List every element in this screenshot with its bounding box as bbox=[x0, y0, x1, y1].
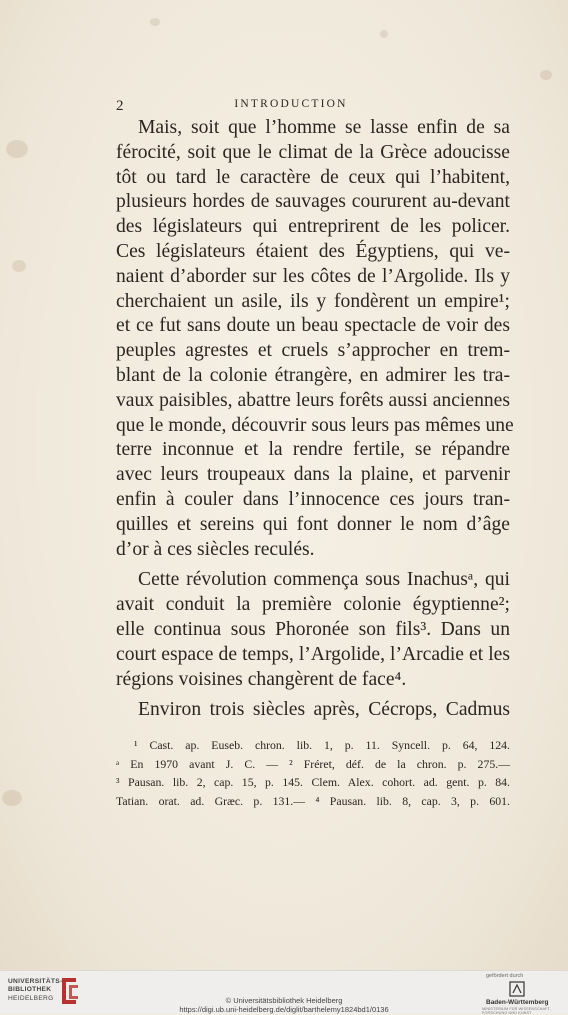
text-line: et ce fut sans doute un beau spectacle de voir des bbox=[116, 315, 510, 337]
body-text bbox=[116, 116, 514, 723]
text-line: plusieurs hordes de sauvages coururent au-devant bbox=[116, 191, 510, 213]
foxing-spot bbox=[380, 30, 388, 38]
text-line: avait conduit la première colonie égyptienne²; bbox=[116, 594, 510, 616]
funded-by-label: gefördert durch bbox=[486, 973, 524, 979]
text-line: enfin à couler dans l’innocence ces jours tran- bbox=[116, 488, 510, 510]
text-line: Mais, soit que l’homme se lasse enfin de sa bbox=[138, 117, 510, 138]
funder-subtitle: MINISTERIUM FÜR WISSENSCHAFT, FORSCHUNG UND KUNST bbox=[482, 1007, 551, 1015]
viewer-footer bbox=[0, 970, 568, 1014]
text-line: vaux paisibles, abattre leurs forêts aussi anciennes bbox=[116, 389, 510, 411]
text-line: quilles et sereins qui font donner le nom d’âge bbox=[116, 513, 510, 535]
text-line: avec leurs troupeaux dans la plaine, et parvenir bbox=[116, 464, 510, 486]
library-logo-text[interactable]: UNIVERSITÄTS- BIBLIOTHEK HEIDELBERG bbox=[8, 978, 63, 1002]
foxing-spot bbox=[150, 18, 160, 26]
text-line: que le monde, découvrir sous leurs pas mêmes une bbox=[116, 414, 514, 436]
text-line: court espace de temps, l’Argolide, l’Arcadie et les bbox=[116, 643, 510, 665]
foxing-spot bbox=[12, 260, 26, 272]
footnote-line: ᵃ En 1970 avant J. C. — ² Fréret, déf. de la chron. p. 275.— bbox=[116, 756, 510, 771]
text-line: tôt ou tard le caractère de ceux qui l’habitent, bbox=[116, 166, 510, 188]
text-line: elle continua sous Phoronée son fils³. Dans un bbox=[116, 618, 510, 640]
text-line: Environ trois siècles après, Cécrops, Cadmus bbox=[138, 699, 510, 721]
text-line: naient d’aborder sur les côtes de l’Argolide. Ils y bbox=[116, 265, 510, 287]
text-line: férocité, soit que le climat de la Grèce adoucisse bbox=[116, 141, 510, 163]
text-line: blant de la colonie étrangère, en admirer les tra- bbox=[116, 364, 510, 386]
permalink[interactable]: https://digi.ub.uni-heidelberg.de/diglit/barthelemy1824bd1/0136 bbox=[179, 1005, 389, 1014]
running-title: INTRODUCTION bbox=[234, 98, 348, 110]
page-header bbox=[0, 98, 568, 116]
text-line: cherchaient un asile, ils y fondèrent un empire¹; bbox=[116, 290, 510, 312]
text-line: Ces législateurs étaient des Égyptiens, qui ve- bbox=[116, 240, 510, 262]
footnote-line: ³ Pausan. lib. 2, cap. 15, p. 145. Clem. Alex. cohort. ad. gent. p. 84. bbox=[116, 775, 510, 790]
foxing-spot bbox=[2, 790, 22, 806]
text-line: peuples agrestes et cruels s’approcher en trem- bbox=[116, 340, 510, 362]
footnote-line: ¹ Cast. ap. Euseb. chron. lib. 1, p. 11. Syncell. p. 64, 124. bbox=[134, 738, 510, 752]
page-number: 2 bbox=[116, 98, 125, 114]
text-line: Cette révolution commença sous Inachusᵃ, qui bbox=[138, 569, 510, 591]
copyright-text: © Universitätsbibliothek Heidelberg bbox=[225, 996, 343, 1005]
text-line: d’or à ces siècles reculés. bbox=[116, 538, 315, 560]
funder-name: Baden-Württemberg bbox=[486, 999, 549, 1006]
text-line: régions voisines changèrent de face⁴. bbox=[116, 668, 407, 690]
foxing-spot bbox=[540, 70, 552, 80]
text-line: des législateurs qui entreprirent de les policer. bbox=[116, 216, 510, 238]
text-line: terre inconnue et la rendre fertile, se répandre bbox=[116, 439, 510, 461]
foxing-spot bbox=[6, 140, 28, 158]
footnotes bbox=[116, 736, 510, 810]
footnote-line: Tatian. orat. ad. Græc. p. 131.— ⁴ Pausan. lib. 8, cap. 3, p. 601. bbox=[116, 793, 510, 808]
